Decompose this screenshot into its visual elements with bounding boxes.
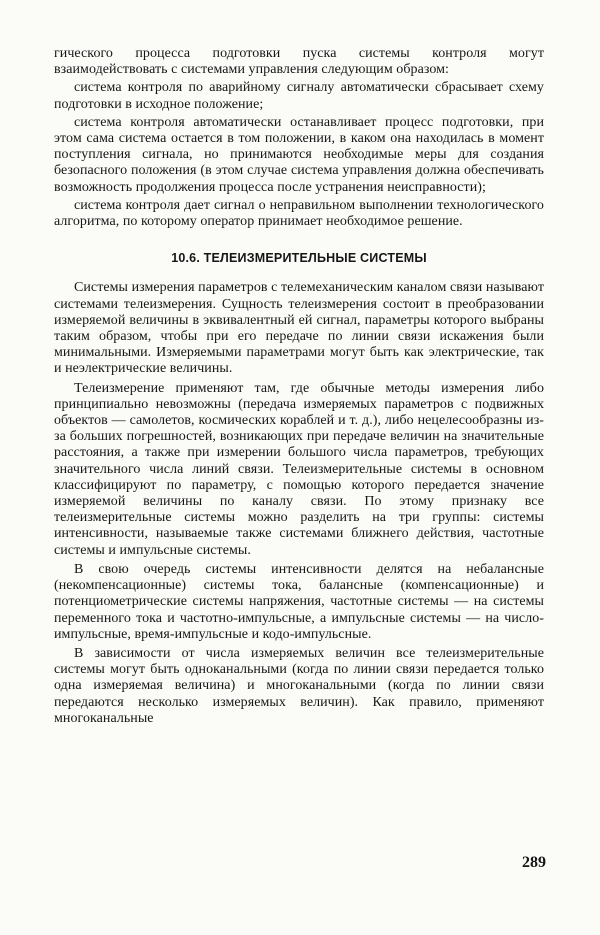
- paragraph: Телеизмерение применяют там, где обычные методы измерения либо принципиально невозможны (передача измеряемых параметров с подвижных объектов — самолетов, космических кораблей и т. д.), либо нецелесообразны из-за больших погрешностей, возникающих при передаче величин на значительные расстояния, а также при измерении большого числа параметров, требующих значительного числа линий связи. Телеизмерительные системы в основном классифицируют по параметру, с помощью которого передается значение измеряемой величины по каналу связи. По этому признаку все телеизмерительные системы можно разделить на три группы: системы интенсивности, называемые также системами ближнего действия, частотные системы и импульсные системы.: [54, 380, 544, 558]
- paragraph: В зависимости от числа измеряемых величин все телеизмерительные системы могут быть одноканальными (когда по линии связи передается только одна измеряемая величина) и многоканальными (когда по линии связи передаются несколько измеряемых величин). Как правило, применяют многоканальные: [54, 645, 544, 726]
- page-number: 289: [522, 854, 546, 871]
- paragraph: В свою очередь системы интенсивности делятся на небалансные (некомпенсационные) системы тока, балансные (компенсационные) и потенциометрические системы напряжения, частотные системы — на системы переменного тока и частотно-импульсные, а импульсные системы — на число-импульсные, время-импульсные и кодо-импульсные.: [54, 561, 544, 642]
- list-item: система контроля дает сигнал о неправильном выполнении технологического алгоритма, по которому оператор принимает необходимое решение.: [54, 197, 544, 230]
- paragraph: гического процесса подготовки пуска системы контроля могут взаимодействовать с системами управления следующим образом:: [54, 46, 544, 78]
- page-body: [54, 46, 544, 730]
- section-heading: 10.6. ТЕЛЕИЗМЕРИТЕЛЬНЫЕ СИСТЕМЫ: [171, 251, 427, 266]
- list-item: система контроля автоматически останавливает процесс подготовки, при этом сама система остается в том положении, в каком она находилась в момент поступления сигнала, но принимаются необходимые меры для создания безопасного положения (в этом случае система управления должна обеспечивать возможность продолжения процесса после устранения неисправности);: [54, 114, 544, 195]
- list-item: система контроля по аварийному сигналу автоматически сбрасывает схему подготовки в исходное положение;: [54, 80, 544, 112]
- paragraph: Системы измерения параметров с телемеханическим каналом связи называют системами телеизмерения. Сущность телеизмерения состоит в преобразовании измеряемой величины в эквивалентный ей сигнал, параметры которого выбраны таким образом, чтобы при его передаче по линии связи искажения были минимальными. Измеряемыми параметрами могут быть как электрические, так и неэлектрические величины.: [54, 280, 544, 377]
